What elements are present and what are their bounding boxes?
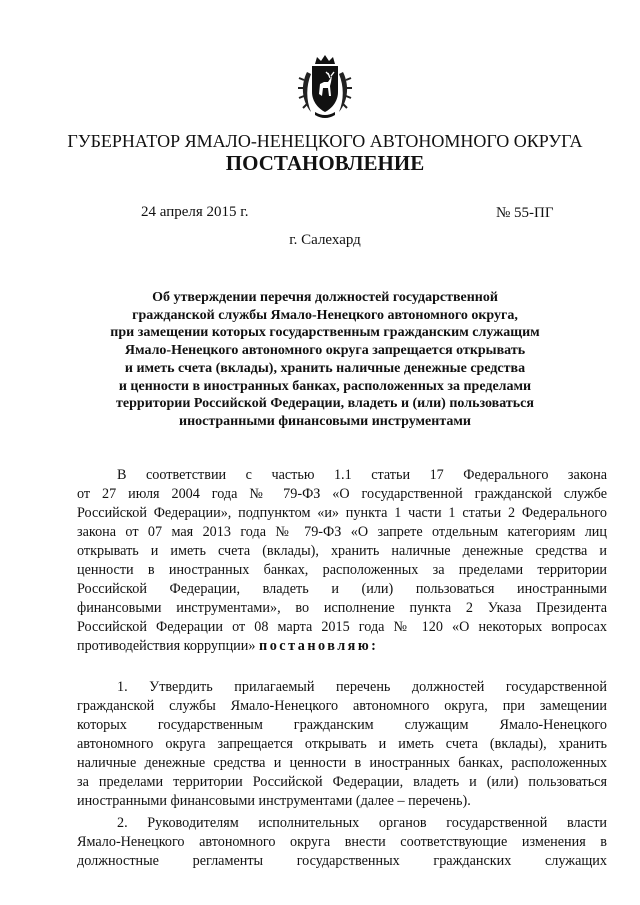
preamble-line: открывать и иметь счета (вклады), хранить наличные денежные средства и (77, 543, 607, 559)
document-place: г. Салехард (289, 232, 361, 248)
emblem-icon (297, 54, 353, 120)
title-line: Ямало-Ненецкого автономного округа запрещается открывать (124, 343, 526, 359)
title-line: и иметь счета (вклады), хранить наличные денежные средства (124, 360, 526, 376)
item-1-line: за пределами территории Российской Федерации, владеть и (или) пользоваться (77, 774, 607, 790)
item-2-line: Ямало-Ненецкого автономного округа внести соответствующие изменения в (77, 834, 607, 850)
document-title (80, 289, 570, 431)
issuing-authority: ГУБЕРНАТОР ЯМАЛО-НЕНЕЦКОГО АВТОНОМНОГО ОКРУГА (67, 131, 583, 151)
document-type-heading: ПОСТАНОВЛЕНИЕ (225, 151, 425, 175)
title-line: и ценности в иностранных банках, расположенных за пределами (118, 378, 532, 394)
preamble-final-line (77, 638, 607, 655)
preamble-line: Российской Федерации от 08 марта 2015 года № 120 «О некоторых вопросах (77, 619, 607, 635)
title-line: при замещении которых государственным гражданским служащим (110, 325, 540, 341)
item-2-line: должностные регламенты государственных гражданских служащих (77, 853, 607, 869)
title-line: Об утверждении перечня должностей государственной (152, 290, 498, 305)
item-1-line: которых государственным гражданским служащим Ямало-Ненецкого (77, 717, 607, 733)
title-line: гражданской службы Ямало-Ненецкого автономного округа, (132, 307, 518, 323)
document-date: 24 апреля 2015 г. (141, 204, 249, 220)
document-number: № 55-ПГ (496, 205, 554, 221)
item-2-line: 2. Руководителям исполнительных органов государственной власти (117, 815, 607, 831)
item-1-line: гражданской службы Ямало-Ненецкого автономного округа, при замещении (77, 698, 607, 714)
coat-of-arms-emblem (297, 54, 353, 120)
item-1-line: автономного округа запрещается открывать и иметь счета (вклады), хранить (77, 736, 607, 752)
preamble-last-text: противодействия коррупции» (77, 638, 256, 654)
preamble-line: финансовыми инструментами», во исполнение пункта 2 Указа Президента (77, 600, 607, 616)
preamble-line: Российской Федерации», подпунктом «и» пункта 1 части 1 статьи 2 Федерального (77, 505, 607, 521)
preamble-line: ценности в иностранных банках, расположенных за пределами территории (77, 562, 607, 578)
title-line: территории Российской Федерации, владеть и (или) пользоваться (116, 396, 534, 412)
item-1-line: иностранными финансовыми инструментами (далее – перечень). (77, 793, 471, 809)
preamble-line: от 27 июля 2004 года № 79-ФЗ «О государственной гражданской службе (77, 486, 607, 502)
title-line: иностранными финансовыми инструментами (179, 413, 471, 429)
preamble-line: Российской Федерации, владеть и (или) пользоваться иностранными (77, 581, 607, 597)
item-1-line: наличные денежные средства и ценности в иностранных банках, расположенных (77, 755, 607, 771)
preamble-line: В соответствии с частью 1.1 статьи 17 Федерального закона (117, 467, 607, 483)
resolution-verb: постановляю: (259, 638, 379, 654)
item-1-line: 1. Утвердить прилагаемый перечень должностей государственной (117, 679, 607, 695)
preamble-line: закона от 07 мая 2013 года № 79-ФЗ «О запрете отдельным категориям лиц (77, 524, 607, 540)
